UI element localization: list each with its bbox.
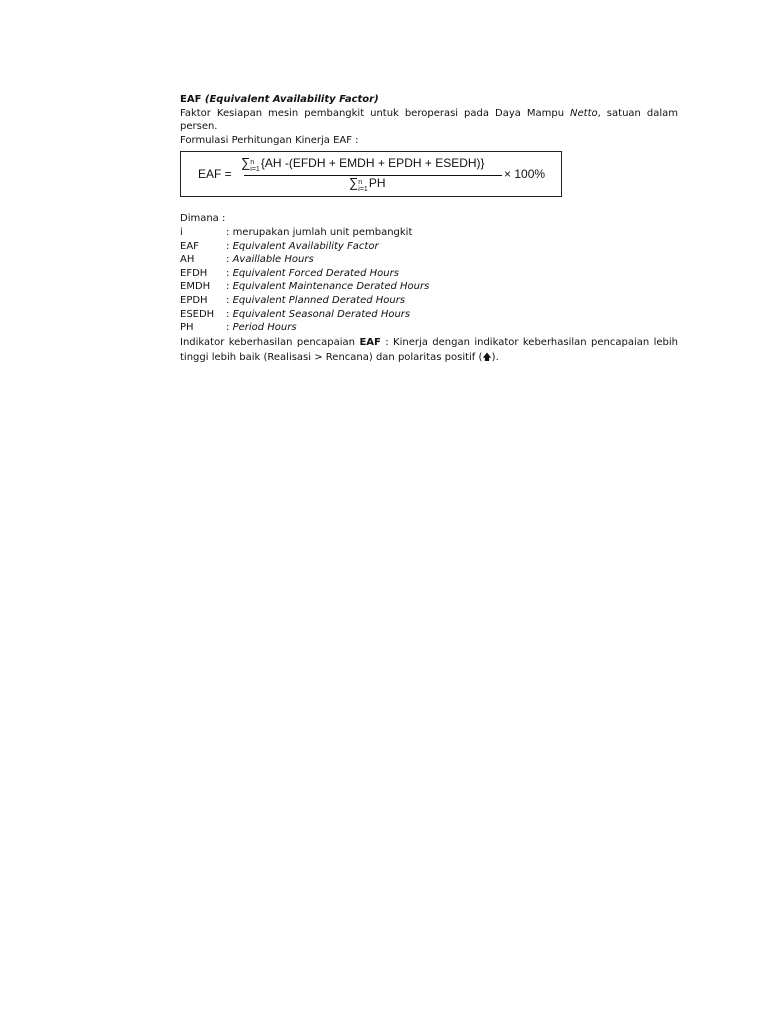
sum-symbol: ∑ (241, 155, 251, 171)
formula-numerator (241, 156, 485, 173)
sum-symbol-denominator: ∑ (349, 175, 359, 191)
description-text: Faktor Kesiapan mesin pembangkit untuk beroperasi pada Daya Mampu (180, 107, 571, 119)
sum-lower-limit-denominator: i=1 (358, 186, 368, 194)
sum-lower-limit: i=1 (250, 166, 260, 174)
definition-description: : merupakan jumlah unit pembangkit (226, 226, 413, 238)
indicator-text-middle: : Kinerja dengan indikator keberhasilan pencapaian lebih tinggi lebih baik (Realisasi > Rencana) dan polaritas positif ( (180, 336, 678, 363)
formula-denominator (349, 176, 386, 193)
sum-upper-limit-denominator: n (358, 179, 363, 187)
document-body (180, 93, 678, 365)
description-text-end: , satuan dalam persen. (180, 107, 678, 133)
definition-row (180, 321, 678, 335)
definition-row (180, 280, 678, 294)
definition-description: : Availlable Hours (226, 254, 314, 266)
description-paragraph (180, 107, 678, 134)
definition-list (180, 226, 678, 335)
definition-row (180, 226, 678, 240)
description-italic-term: Netto (570, 107, 598, 119)
definition-term: ESEDH (180, 308, 215, 320)
sum-limits-denominator (358, 179, 368, 193)
formula-multiplier: × 100% (504, 167, 546, 182)
indicator-bold-term: EAF (359, 336, 381, 348)
definition-description: : Equivalent Planned Derated Hours (226, 294, 406, 306)
numerator-expression: {AH -(EFDH + EMDH + EPDH + ESEDH)} (260, 156, 485, 171)
definition-term: i (180, 226, 183, 238)
definition-row (180, 308, 678, 322)
indicator-text-end: ). (491, 351, 499, 363)
definition-term: EAF (180, 240, 199, 252)
denominator-expression: PH (368, 176, 386, 191)
definition-description: : Period Hours (226, 322, 297, 334)
definition-description: : Equivalent Maintenance Derated Hours (226, 281, 430, 293)
sum-upper-limit: n (250, 159, 255, 167)
formula-intro: Formulasi Perhitungan Kinerja EAF : (180, 134, 359, 146)
heading-abbreviation: EAF (180, 94, 202, 105)
definition-term: PH (180, 322, 194, 334)
definition-term: EMDH (180, 281, 211, 293)
definition-row (180, 240, 678, 254)
definition-term: AH (180, 254, 195, 266)
indicator-paragraph (180, 335, 678, 365)
arrow-up-icon: 🡅 (482, 352, 492, 363)
definition-description: : Equivalent Seasonal Derated Hours (226, 308, 411, 320)
definition-description: : Equivalent Availability Factor (226, 240, 379, 252)
formula-lhs: EAF = (198, 167, 232, 182)
definition-term: EFDH (180, 267, 208, 279)
section-heading (180, 93, 678, 107)
definition-row (180, 294, 678, 308)
definition-row (180, 267, 678, 281)
indicator-text: Indikator keberhasilan pencapaian (180, 336, 360, 348)
heading-full-name: (Equivalent Availability Factor) (204, 94, 379, 105)
sum-limits (250, 159, 260, 173)
definition-row (180, 253, 678, 267)
where-label: Dimana : (180, 213, 226, 225)
definition-term: EPDH (180, 294, 208, 306)
formula-box (180, 151, 562, 197)
definition-description: : Equivalent Forced Derated Hours (226, 267, 399, 279)
